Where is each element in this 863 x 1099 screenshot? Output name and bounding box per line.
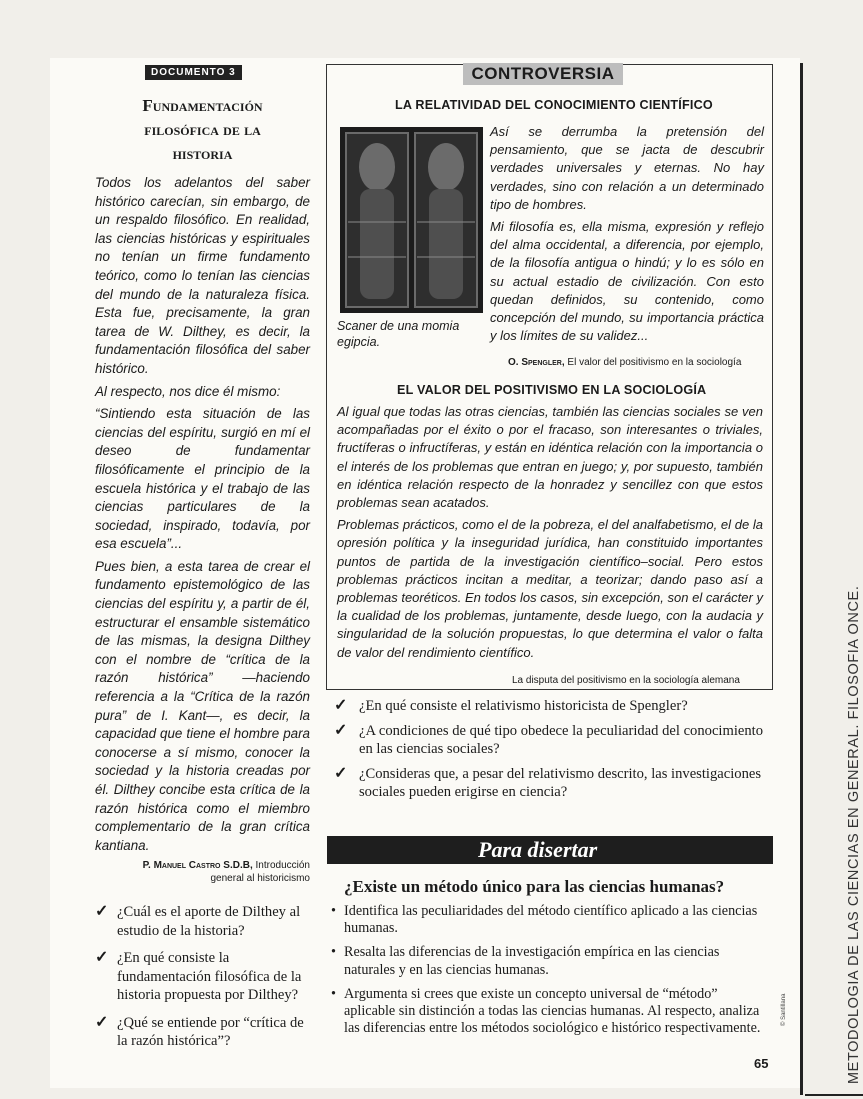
question-item: ✓ ¿En qué consiste la fundamentación filosófica de la historia propuesta por Dilthey? [95,949,302,1004]
disertar-bullets [330,903,770,1044]
copyright-note: © Santillana [781,993,787,1026]
positivism-source: La disputa del positivismo en la sociología alemana [512,675,740,686]
quote-paragraph: “Sintiendo esta situación de las ciencias del espíritu, surgió en mí el deseo de fundamentar filosóficamente el principio de la escuela histórica y el trabajo de las ciencias particulares de la sociedad, inspirado, todavía, por esa escuela”... [95,406,310,552]
mummy-scan-image [340,127,483,313]
bullet-item: • Identifica las peculiaridades del método científico aplicado a las ciencias humanas. [330,903,770,937]
disertar-question: ¿Existe un método único para las ciencias humanas? [344,877,725,896]
question-item: ✓ ¿Qué se entiende por “crítica de la razón histórica”? [95,1013,304,1050]
image-caption: Scaner de una momia egipcia. [337,319,460,349]
document-body [95,174,310,855]
disertar-banner-title: Para disertar [478,837,598,862]
bottom-margin-rule [805,1094,863,1096]
paragraph: Pues bien, a esta tarea de crear el fundamento epistemológico de las ciencias del espíritu y, a partir de él, estructurar el ensamble sistemático de las mismas, la designa Dilthey con el nombre de “crítica de la razón histórica” —haciendo referencia a la “Crítica de la razón pura” de I. Kant—, es decir, la capacidad que tiene el hombre para conocerse a sí mismo, conocer la sociedad y la historia creadas por él. Dilthey concibe esta crítica de la razón histórica como el miembro complementario de la gran crítica kantiana. [95,558,310,853]
checkmark-icon: ✓ [334,764,348,782]
question-item: ✓ ¿A condiciones de qué tipo obedece la peculiaridad del conocimiento en las ciencias sociales? [334,721,764,757]
right-margin-rule [800,63,803,1095]
document-3-column [95,62,310,1060]
document-label: DOCUMENTO 3 [145,65,242,80]
page-number: 65 [754,1056,769,1071]
checkmark-icon: ✓ [95,1013,109,1031]
paragraph: Al igual que todas las otras ciencias, también las ciencias sociales se ven acompañadas por el éxito o por el fracaso, son interesantes o triviales, fructíferas o infructíferas, y están en idéntica relación con la importancia o el interés de los problemas que entran en juego; y, por supuesto, también en idéntica relación respecto de la honradez y sencillez con que estos problemas sean acatados. [337,404,763,511]
vertical-side-caption: METODOLOGIA DE LAS CIENCIAS EN GENERAL. FILOSOFIA ONCE. [846,585,862,1084]
question-item: ✓ ¿En qué consiste el relativismo historicista de Spengler? [334,697,688,714]
document-title: Fundamentación filosófica de la historia [142,96,263,163]
paragraph: Todos los adelantos del saber histórico carecían, sin embargo, de un respaldo filosófico. En realidad, las ciencias históricas y espirituales no tenían un firme fundamento teórico, como lo tenían las ciencias del mundo de la naturaleza física. Esta fue, precisamente, la gran tarea de W. Dilthey, es decir, la fundamentación filosófica del saber histórico. [95,175,310,376]
document-questions [95,903,310,1051]
document-credit: P. Manuel Castro S.D.B, Introducción general al historicismo [142,860,310,885]
bullet-item: • Resalta las diferencias de la investigación empírica en las ciencias naturales y en las ciencias humanas. [330,944,770,978]
paragraph: Al respecto, nos dice él mismo: [95,383,281,399]
paragraph: Así se derrumba la pretensión del pensamiento, que se jacta de descubrir verdades universales y eternas. No hay verdades, sino con relación a un determinado tipo de hombres. [490,124,764,212]
positivism-subheading: EL VALOR DEL POSITIVISMO EN LA SOCIOLOGÍA [397,383,707,397]
checkmark-icon: ✓ [95,903,109,921]
controversia-questions [334,697,766,808]
mummy-scan-illustration [340,127,483,313]
question-item: ✓ ¿Cuál es el aporte de Dilthey al estudio de la historia? [95,903,301,939]
paragraph: Mi filosofía es, ella misma, expresión y reflejo del alma occidental, a diferencia, por ejemplo, de la filosofía antigua o hindú; y lo es sólo en su actual estadio de civilización. Con esto quedan definidos, su contenido, como concepción del mundo, su importancia práctica y los límites de su validez... [490,219,764,344]
paragraph: Problemas prácticos, como el de la pobreza, el del analfabetismo, el de la opresión política y la inseguridad jurídica, han constituido importantes puntos de partida de la investigación científico–social. Pero estos problemas prácticos incitan a meditar, a teorizar; dando paso así a problemas teoréticos. En todos los casos, sin excepción, son el carácter y la cualidad de los problemas, juntamente, desde luego, con la audacia y singularidad de la solución propuestas, lo que determina el valor o falta de valor del rendimiento científico. [337,517,763,660]
controversia-header: CONTROVERSIA [463,63,623,85]
checkmark-icon: ✓ [334,721,348,739]
checkmark-icon: ✓ [95,949,109,967]
positivism-text [337,403,763,666]
spengler-quote [490,123,764,349]
bullet-item: • Argumenta si crees que existe un concepto universal de “método” aplicable sin distinción a todas las ciencias humanas. Al respecto, analiza las diferencias entre los métodos sociológico e histórico respectivamente. [330,986,770,1038]
relativity-subheading: LA RELATIVIDAD DEL CONOCIMIENTO CIENTÍFICO [395,98,713,112]
spengler-source: O. Spengler, El valor del positivismo en la sociología [508,357,742,368]
checkmark-icon: ✓ [334,697,348,714]
question-item: ✓ ¿Consideras que, a pesar del relativismo descrito, las investigaciones sociales pueden erigirse en ciencia? [334,764,762,800]
